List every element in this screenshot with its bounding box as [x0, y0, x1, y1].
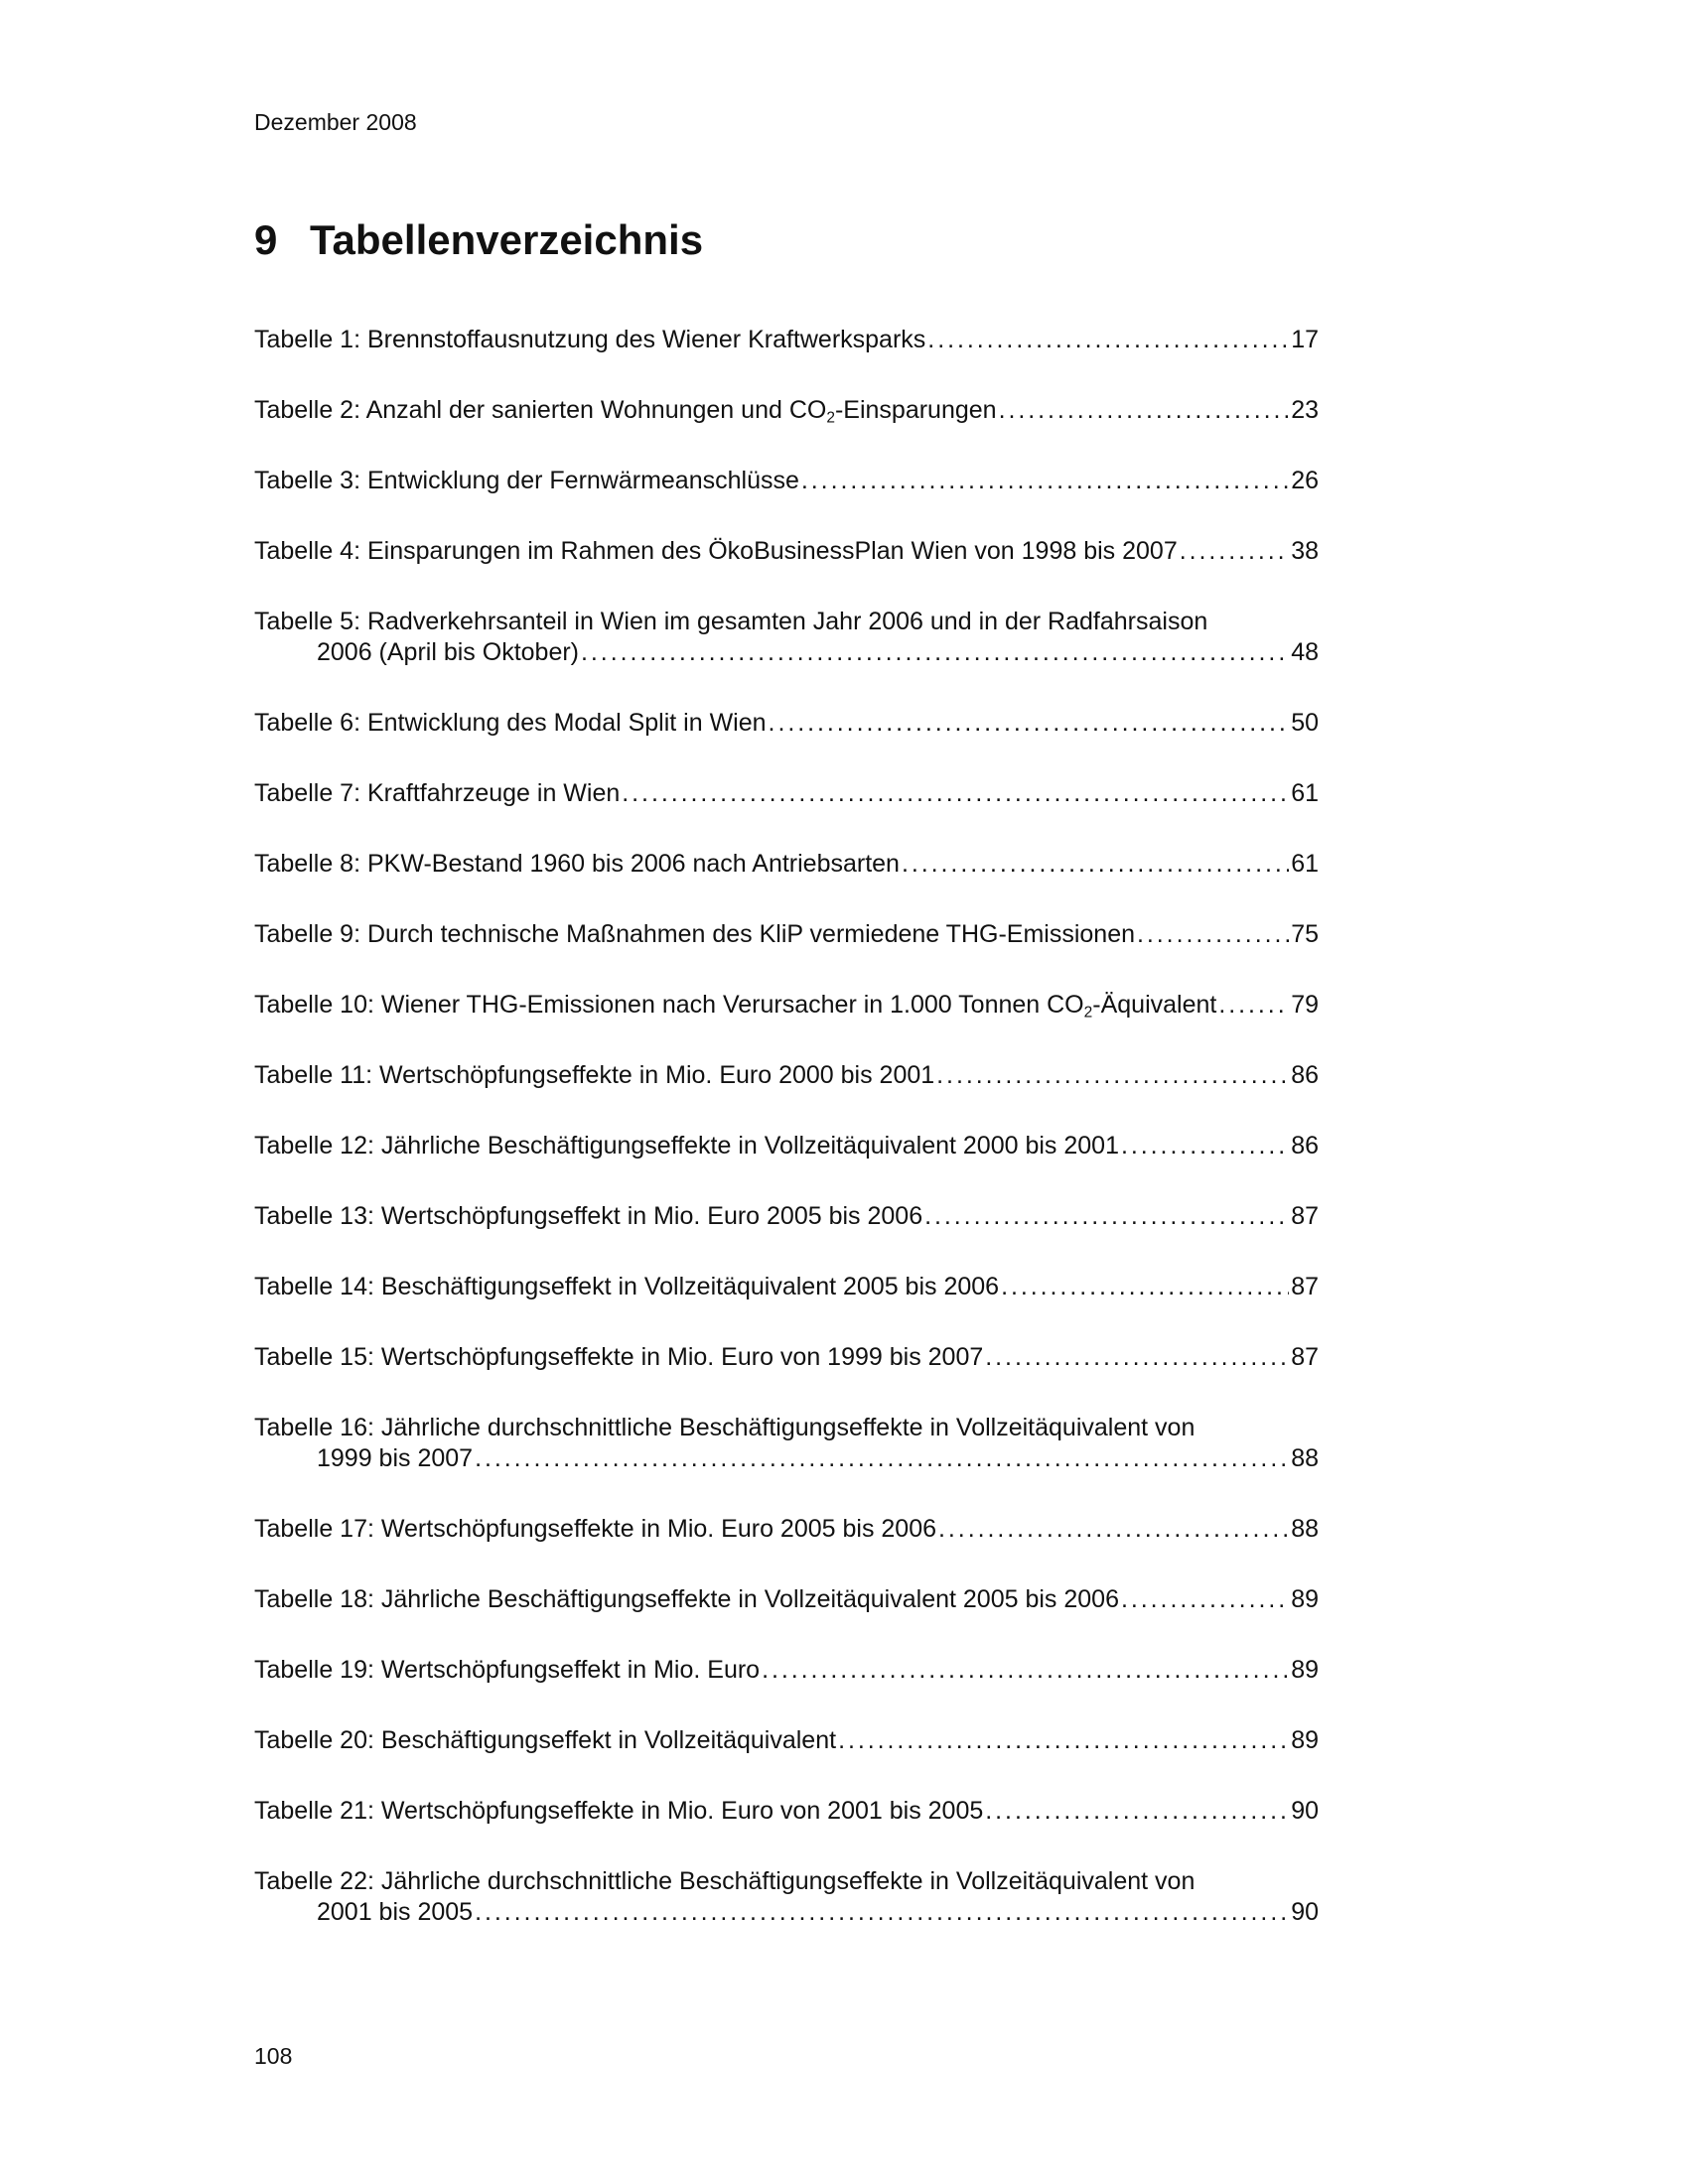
toc-entry-page: 61 [1291, 850, 1319, 878]
leader-dots [1180, 536, 1289, 567]
toc-entry-page: 50 [1291, 709, 1319, 737]
leader-dots [622, 778, 1289, 809]
toc-entry-title: Tabelle 10: Wiener THG-Emissionen nach Verursacher in 1.000 Tonnen $CO_2$-Äquivalent [254, 991, 1217, 1022]
leader-dots [475, 1897, 1289, 1928]
toc-entry-page: 89 [1291, 1585, 1319, 1613]
table-of-tables [254, 325, 1319, 1968]
toc-entry[interactable] [254, 607, 1319, 668]
leader-dots [985, 1342, 1289, 1373]
toc-entry-page: 90 [1291, 1797, 1319, 1825]
toc-entry[interactable] [254, 919, 1319, 950]
toc-entry[interactable] [254, 1866, 1319, 1928]
toc-entry-page: 89 [1291, 1726, 1319, 1754]
chapter-title [254, 216, 703, 264]
toc-entry[interactable] [254, 1342, 1319, 1373]
toc-entry[interactable] [254, 1725, 1319, 1756]
toc-entry-title: Tabelle 8: PKW-Bestand 1960 bis 2006 nach Antriebsarten [254, 850, 900, 878]
toc-entry-title: Tabelle 3: Entwicklung der Fernwärmeanschlüsse [254, 467, 799, 494]
toc-entry-title-line1: Tabelle 16: Jährliche durchschnittliche Beschäftigungseffekte in Vollzeitäquivalent von [254, 1414, 1196, 1441]
toc-entry-title: Tabelle 7: Kraftfahrzeuge in Wien [254, 779, 621, 807]
toc-entry-title: Tabelle 11: Wertschöpfungseffekte in Mio. Euro 2000 bis 2001 [254, 1061, 935, 1089]
leader-dots [838, 1725, 1289, 1756]
leader-dots [801, 466, 1289, 496]
toc-entry[interactable] [254, 1584, 1319, 1615]
leader-dots [902, 849, 1289, 880]
toc-entry-title: Tabelle 2: Anzahl der sanierten Wohnungen und $CO_2$-Einsparungen [254, 396, 997, 427]
leader-dots [1121, 1131, 1289, 1161]
toc-entry-title: Tabelle 21: Wertschöpfungseffekte in Mio. Euro von 2001 bis 2005 [254, 1797, 984, 1825]
toc-entry-title: Tabelle 13: Wertschöpfungseffekt in Mio. Euro 2005 bis 2006 [254, 1202, 923, 1230]
toc-entry-page: 17 [1291, 326, 1319, 353]
toc-entry-page: 88 [1291, 1444, 1319, 1472]
toc-entry-title: Tabelle 9: Durch technische Maßnahmen des KliP vermiedene THG-Emissionen [254, 920, 1135, 948]
toc-entry-title: Tabelle 18: Jährliche Beschäftigungseffekte in Vollzeitäquivalent 2005 bis 2006 [254, 1585, 1119, 1613]
toc-entry[interactable] [254, 1655, 1319, 1686]
toc-entry[interactable] [254, 536, 1319, 567]
toc-entry[interactable] [254, 1131, 1319, 1161]
toc-entry[interactable] [254, 708, 1319, 739]
leader-dots [927, 325, 1289, 355]
leader-dots [581, 637, 1289, 668]
leader-dots [769, 708, 1290, 739]
leader-dots [475, 1443, 1289, 1474]
toc-entry-page: 86 [1291, 1061, 1319, 1089]
toc-entry-title: Tabelle 4: Einsparungen im Rahmen des ÖkoBusinessPlan Wien von 1998 bis 2007 [254, 537, 1178, 565]
leader-dots [1001, 1272, 1289, 1302]
toc-entry[interactable] [254, 849, 1319, 880]
toc-entry[interactable] [254, 1514, 1319, 1545]
toc-entry-page: 88 [1291, 1515, 1319, 1543]
toc-entry-page: 23 [1291, 396, 1319, 424]
toc-entry-page: 87 [1291, 1202, 1319, 1230]
toc-entry[interactable] [254, 325, 1319, 355]
toc-entry[interactable] [254, 990, 1319, 1021]
toc-entry-page: 90 [1291, 1898, 1319, 1926]
toc-entry[interactable] [254, 466, 1319, 496]
toc-entry-page: 87 [1291, 1343, 1319, 1371]
toc-entry[interactable] [254, 1272, 1319, 1302]
toc-entry-title: Tabelle 20: Beschäftigungseffekt in Vollzeitäquivalent [254, 1726, 837, 1754]
leader-dots [762, 1655, 1289, 1686]
leader-dots [1137, 919, 1289, 950]
toc-entry-title: Tabelle 17: Wertschöpfungseffekte in Mio. Euro 2005 bis 2006 [254, 1515, 937, 1543]
toc-entry[interactable] [254, 395, 1319, 426]
leader-dots [938, 1514, 1289, 1545]
toc-entry-page: 87 [1291, 1273, 1319, 1300]
page-number: 108 [254, 2043, 293, 2069]
toc-entry[interactable] [254, 1201, 1319, 1232]
toc-entry-page: 75 [1291, 920, 1319, 948]
toc-entry-title-line2: 1999 bis 2007 [317, 1444, 474, 1472]
toc-entry-title-line1: Tabelle 5: Radverkehrsanteil in Wien im gesamten Jahr 2006 und in der Radfahrsaison [254, 608, 1208, 635]
toc-entry[interactable] [254, 778, 1319, 809]
toc-entry-title: Tabelle 12: Jährliche Beschäftigungseffekte in Vollzeitäquivalent 2000 bis 2001 [254, 1132, 1119, 1160]
toc-entry[interactable] [254, 1796, 1319, 1827]
leader-dots [1218, 990, 1289, 1021]
leader-dots [985, 1796, 1289, 1827]
toc-entry-page: 86 [1291, 1132, 1319, 1160]
toc-entry[interactable] [254, 1413, 1319, 1474]
toc-entry-title: Tabelle 6: Entwicklung des Modal Split in Wien [254, 709, 767, 737]
toc-entry-title: Tabelle 1: Brennstoffausnutzung des Wiener Kraftwerksparks [254, 326, 926, 353]
header-date: Dezember 2008 [254, 109, 417, 135]
toc-entry-page: 79 [1291, 991, 1319, 1019]
leader-dots [936, 1060, 1289, 1091]
toc-entry-title-line2: 2001 bis 2005 [317, 1898, 474, 1926]
toc-entry-page: 61 [1291, 779, 1319, 807]
leader-dots [999, 395, 1290, 426]
chapter-title-text: Tabellenverzeichnis [310, 216, 704, 263]
toc-entry-page: 26 [1291, 467, 1319, 494]
toc-entry-title-line1: Tabelle 22: Jährliche durchschnittliche Beschäftigungseffekte in Vollzeitäquivalent von [254, 1867, 1196, 1895]
toc-entry-page: 48 [1291, 638, 1319, 666]
toc-entry-title: Tabelle 19: Wertschöpfungseffekt in Mio. Euro [254, 1656, 761, 1684]
toc-entry-title: Tabelle 15: Wertschöpfungseffekte in Mio. Euro von 1999 bis 2007 [254, 1343, 984, 1371]
toc-entry[interactable] [254, 1060, 1319, 1091]
toc-entry-page: 89 [1291, 1656, 1319, 1684]
toc-entry-title-line2: 2006 (April bis Oktober) [317, 638, 580, 666]
chapter-number: 9 [254, 216, 278, 263]
toc-entry-title: Tabelle 14: Beschäftigungseffekt in Vollzeitäquivalent 2005 bis 2006 [254, 1273, 1000, 1300]
leader-dots [924, 1201, 1289, 1232]
toc-entry-page: 38 [1291, 537, 1319, 565]
leader-dots [1121, 1584, 1289, 1615]
